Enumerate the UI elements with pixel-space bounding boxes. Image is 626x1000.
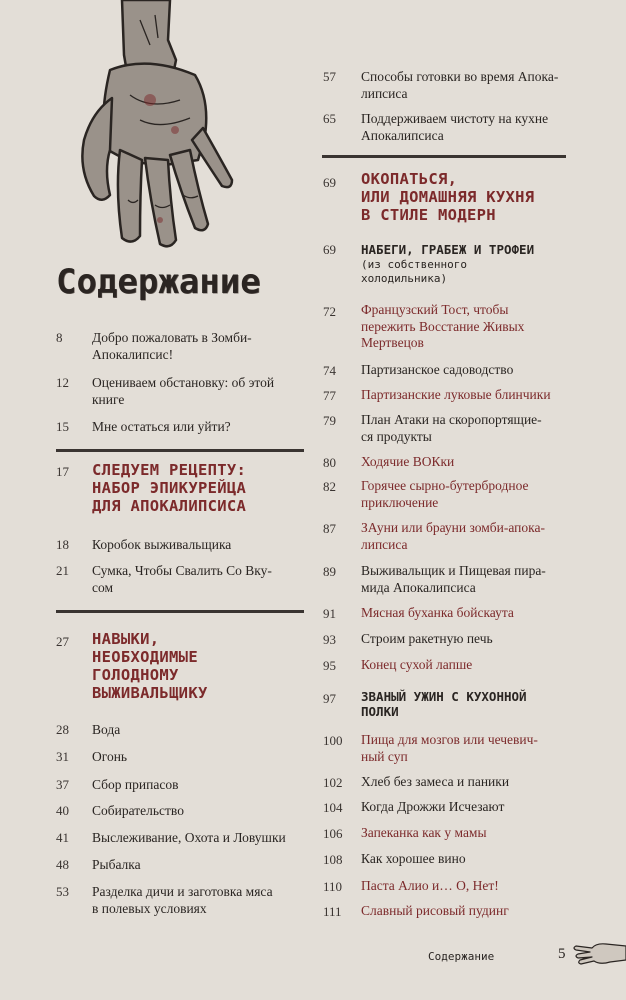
entry-page-number: 21 <box>56 563 69 578</box>
toc-entry[interactable]: Как хорошее вино <box>361 851 466 866</box>
toc-entry[interactable]: Партизанское садоводство <box>361 362 514 377</box>
subsection-heading[interactable]: ЗВАНЫЙ УЖИН С КУХОННОЙ ПОЛКИ <box>361 689 527 719</box>
entry-page-number: 77 <box>323 388 336 403</box>
entry-page-number: 102 <box>323 775 343 790</box>
entry-page-number: 48 <box>56 857 69 872</box>
entry-page-number: 41 <box>56 830 69 845</box>
toc-entry[interactable]: Паста Алио и… О, Нет! <box>361 878 499 893</box>
entry-page-number: 31 <box>56 749 69 764</box>
entry-page-number: 53 <box>56 884 69 899</box>
toc-entry[interactable]: Строим ракетную печь <box>361 631 493 646</box>
entry-page-number: 37 <box>56 777 69 792</box>
entry-page-number: 65 <box>323 111 336 126</box>
entry-page-number: 74 <box>323 363 336 378</box>
toc-entry[interactable]: Собирательство <box>92 803 184 818</box>
entry-page-number: 12 <box>56 375 69 390</box>
entry-page-number: 91 <box>323 606 336 621</box>
entry-page-number: 104 <box>323 800 343 815</box>
toc-entry[interactable]: Добро пожаловать в Зомби- Апокалипсис! <box>92 330 252 362</box>
entry-page-number: 80 <box>323 455 336 470</box>
subsection-note: (из собственного холодильника) <box>361 258 467 285</box>
page-number: 5 <box>558 946 566 962</box>
entry-page-number: 89 <box>323 564 336 579</box>
hand-footer-icon <box>570 938 626 968</box>
entry-page-number: 111 <box>323 904 342 919</box>
entry-page-number: 28 <box>56 722 69 737</box>
section-page-number: 97 <box>323 691 336 706</box>
toc-entry[interactable]: Рыбалка <box>92 857 141 872</box>
entry-page-number: 79 <box>323 413 336 428</box>
toc-entry[interactable]: Запеканка как у мамы <box>361 825 487 840</box>
subsection-heading[interactable]: НАБЕГИ, ГРАБЕЖ И ТРОФЕИ <box>361 242 535 257</box>
entry-page-number: 106 <box>323 826 343 841</box>
toc-entry[interactable]: Разделка дичи и заготовка мяса в полевых условиях <box>92 884 273 916</box>
section-page-number: 69 <box>323 242 336 257</box>
footer-section-label: Содержание <box>428 950 495 963</box>
entry-page-number: 95 <box>323 658 336 673</box>
toc-entry[interactable]: Поддерживаем чистоту на кухне Апокалипсиса <box>361 111 549 143</box>
toc-title: Содержание <box>56 262 261 302</box>
entry-page-number: 87 <box>323 521 336 536</box>
toc-entry[interactable]: Способы готовки во время Апока- липсиса <box>361 69 559 101</box>
entry-page-number: 8 <box>56 330 63 345</box>
toc-entry[interactable]: Мясная буханка бойскаута <box>361 605 514 620</box>
toc-entry[interactable]: Мне остаться или уйти? <box>92 419 231 434</box>
toc-entry[interactable]: Пища для мозгов или чечевич- ный суп <box>361 732 538 764</box>
toc-entry[interactable]: Горячее сырно-бутербродное приключение <box>361 478 529 510</box>
toc-entry[interactable]: Французский Тост, чтобы пережить Восстание Живых Мертвецов <box>361 302 525 350</box>
toc-entry[interactable]: ЗАуни или брауни зомби-апока- липсиса <box>361 520 545 552</box>
toc-entry[interactable]: Оцениваем обстановку: об этой книге <box>92 375 275 407</box>
section-heading[interactable]: НАВЫКИ, НЕОБХОДИМЫЕ ГОЛОДНОМУ ВЫЖИВАЛЬЩИКУ <box>92 630 208 702</box>
entry-page-number: 72 <box>323 304 336 319</box>
section-divider <box>56 449 304 452</box>
toc-entry[interactable]: Вода <box>92 722 121 737</box>
toc-entry[interactable]: Выживальщик и Пищевая пира- мида Апокалипсиса <box>361 563 546 595</box>
section-heading[interactable]: СЛЕДУЕМ РЕЦЕПТУ: НАБОР ЭПИКУРЕЙЦА ДЛЯ АПОКАЛИПСИСА <box>92 461 247 515</box>
zombie-hand-illustration <box>0 0 300 250</box>
toc-entry[interactable]: Коробок выживальщика <box>92 537 232 552</box>
toc-entry[interactable]: Хлеб без замеса и паники <box>361 774 510 789</box>
section-page-number: 27 <box>56 634 69 649</box>
entry-page-number: 110 <box>323 879 343 894</box>
entry-page-number: 108 <box>323 852 343 867</box>
section-divider <box>322 155 566 158</box>
entry-page-number: 57 <box>323 69 336 84</box>
toc-entry[interactable]: Когда Дрожжи Исчезают <box>361 799 505 814</box>
toc-entry[interactable]: Огонь <box>92 749 128 764</box>
toc-entry[interactable]: План Атаки на скоропортящие- ся продукты <box>361 412 542 444</box>
toc-entry[interactable]: Сумка, Чтобы Свалить Со Вку- сом <box>92 563 272 595</box>
toc-entry[interactable]: Славный рисовый пудинг <box>361 903 509 918</box>
entry-page-number: 15 <box>56 419 69 434</box>
section-page-number: 69 <box>323 175 336 190</box>
entry-page-number: 18 <box>56 537 69 552</box>
entry-page-number: 82 <box>323 479 336 494</box>
section-heading[interactable]: ОКОПАТЬСЯ, ИЛИ ДОМАШНЯЯ КУХНЯ В СТИЛЕ МОДЕРН <box>361 170 535 224</box>
toc-entry[interactable]: Ходячие ВОКки <box>361 454 455 469</box>
section-page-number: 17 <box>56 464 69 479</box>
entry-page-number: 93 <box>323 632 336 647</box>
toc-entry[interactable]: Сбор припасов <box>92 777 179 792</box>
entry-page-number: 40 <box>56 803 69 818</box>
entry-page-number: 100 <box>323 733 343 748</box>
toc-entry[interactable]: Конец сухой лапше <box>361 657 473 672</box>
toc-entry[interactable]: Выслеживание, Охота и Ловушки <box>92 830 286 845</box>
section-divider <box>56 610 304 613</box>
toc-entry[interactable]: Партизанские луковые блинчики <box>361 387 551 402</box>
